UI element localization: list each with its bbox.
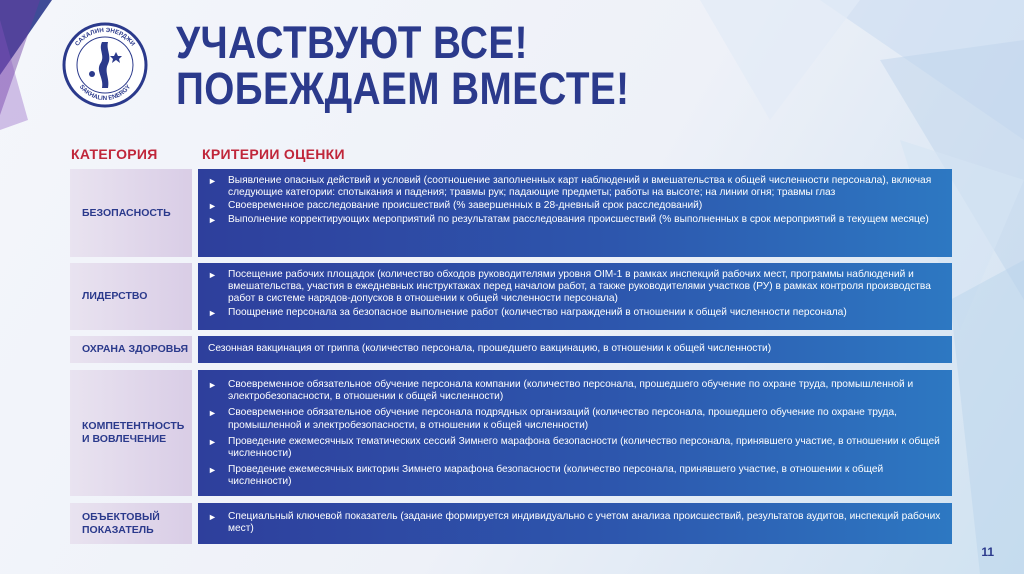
- criteria-cell: [198, 263, 952, 330]
- criteria-item: ► Проведение ежемесячных викторин Зимнего марафона безопасности (количество персонала, принявшего участие, в отношении к общей численности): [208, 464, 884, 488]
- logo-text-bottom: SAKHALIN ENERGY: [77, 83, 133, 103]
- title-line-2: ПОБЕЖДАЕМ ВМЕСТЕ!: [176, 63, 630, 114]
- bullet-icon: ►: [208, 436, 217, 447]
- bullet-icon: ►: [208, 307, 217, 318]
- category-cell: ОХРАНА ЗДОРОВЬЯ: [70, 336, 192, 363]
- bullet-icon: ►: [208, 512, 217, 522]
- page-number: 11: [981, 545, 994, 559]
- page-title: [176, 17, 630, 114]
- criteria-item: ► Выполнение корректирующих мероприятий по результатам расследования происшествий (% выполненных в срок мероприятий в текущем месяце): [208, 213, 929, 225]
- criteria-cell: [198, 336, 952, 363]
- criteria-row-leadership: [70, 263, 952, 330]
- header-category: КАТЕГОРИЯ: [71, 146, 158, 162]
- criteria-item: ► Посещение рабочих площадок (количество обходов руководителями уровня OIM-1 в рамках инспекций рабочих мест, программы наблюдений и вмешательства, участия в ежедневных инструктажах перед началом работ, а также руководителями участков (РУ) в рамках контроля производства работ в системе нарядов-допусков в отношении к общей численности персонала): [208, 269, 931, 305]
- criteria-row-site-kpi: [70, 503, 952, 544]
- bullet-icon: ►: [208, 214, 217, 225]
- criteria-item: ► Своевременное обязательное обучение персонала компании (количество персонала, прошедшего обучение по охране труда, промышленной и электробезопасности, в отношении к общей численности): [208, 379, 914, 403]
- bullet-icon: ►: [208, 201, 217, 212]
- category-cell: КОМПЕТЕНТНОСТЬ И ВОВЛЕЧЕНИЕ: [70, 370, 192, 496]
- criteria-item: ► Поощрение персонала за безопасное выполнение работ (количество награждений в отношении к общей численности персонала): [208, 306, 847, 318]
- category-cell: ЛИДЕРСТВО: [70, 263, 192, 330]
- criteria-item: ► Своевременное расследование происшествий (% завершенных в 28-дневный срок расследований): [208, 200, 703, 212]
- sakhalin-energy-logo: [62, 22, 148, 108]
- category-cell: БЕЗОПАСНОСТЬ: [70, 169, 192, 257]
- criteria-cell: [198, 169, 952, 257]
- bullet-icon: ►: [208, 408, 217, 419]
- bullet-icon: ►: [208, 465, 217, 476]
- bullet-icon: ►: [208, 176, 217, 186]
- criteria-row-competence: [70, 370, 952, 496]
- criteria-item: ► Проведение ежемесячных тематических сессий Зимнего марафона безопасности (количество персонала, принявшего участие, в отношении к общей численности): [208, 435, 940, 460]
- criteria-item: ► Специальный ключевой показатель (задание формируется индивидуально с учетом анализа происшествий, результатов аудитов, инспекций рабочих мест): [208, 511, 941, 535]
- bullet-icon: ►: [208, 380, 217, 390]
- criteria-row-health: [70, 336, 952, 363]
- category-cell: ОБЪЕКТОВЫЙ ПОКАЗАТЕЛЬ: [70, 503, 192, 544]
- criteria-cell: [198, 370, 952, 496]
- criteria-item: ► Выявление опасных действий и условий (соотношение заполненных карт наблюдений и вмешательства к общей численности персонала), включая следующие категории: спотыкания и падения; травмы рук; падающие предметы; работы на высоте; на линии огня; травмы глаз: [208, 175, 932, 199]
- bullet-icon: ►: [208, 270, 217, 280]
- header-criteria: КРИТЕРИИ ОЦЕНКИ: [202, 146, 345, 162]
- criteria-cell: [198, 503, 952, 544]
- criteria-item: ► Своевременное обязательное обучение персонала подрядных организаций (количество персонала, прошедшего обучение по охране труда, промышленной и электробезопасности, в отношении к общей численности): [208, 407, 897, 431]
- logo-text-top: САХАЛИН ЭНЕРДЖИ: [73, 26, 137, 48]
- criteria-row-safety: [70, 169, 952, 257]
- title-line-1: УЧАСТВУЮТ ВСЕ!: [176, 17, 528, 68]
- criteria-item: Сезонная вакцинация от гриппа (количество персонала, прошедшего вакцинацию, в отношении к общей численности): [208, 343, 772, 355]
